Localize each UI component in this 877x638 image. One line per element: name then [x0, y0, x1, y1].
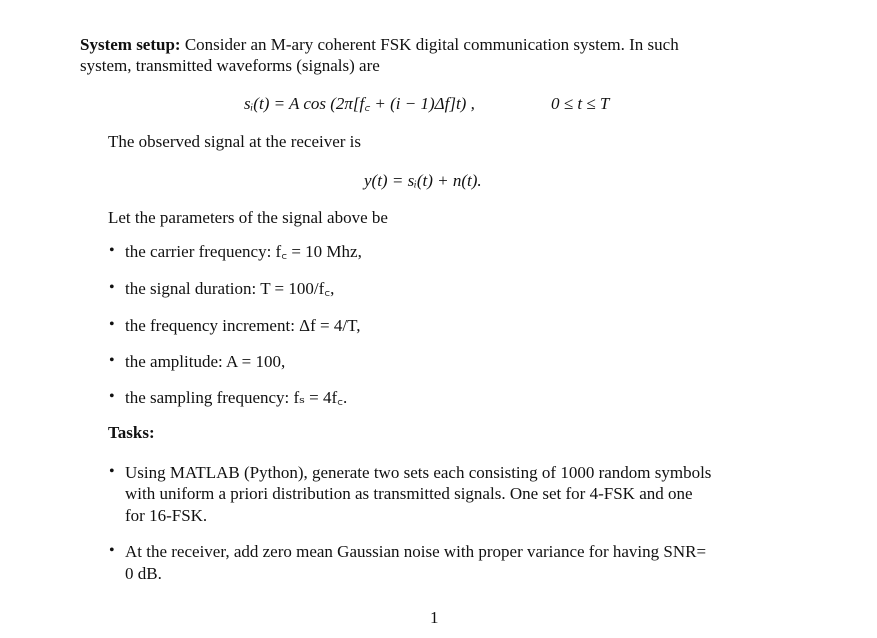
params-intro: Let the parameters of the signal above be	[108, 208, 388, 227]
param-item: the amplitude: A = 100,	[125, 352, 286, 371]
bullet-icon: •	[109, 316, 115, 333]
setup-text-1: Consider an M-ary coherent FSK digital communication system. In such	[184, 35, 679, 54]
param-item: the frequency increment: Δf = 4/T,	[125, 316, 361, 335]
equation-time-range: 0 ≤ t ≤ T	[551, 94, 610, 113]
observed-text: The observed signal at the receiver is	[108, 132, 362, 151]
equation-received-signal: y(t) = sᵢ(t) + n(t).	[364, 171, 482, 190]
setup-line-2: system, transmitted waveforms (signals) are	[80, 56, 380, 75]
bullet-icon: •	[109, 279, 115, 296]
bullet-icon: •	[109, 542, 115, 559]
task-1-line-2: with uniform a priori distribution as transmitted signals. One set for 4-FSK and one	[125, 484, 693, 503]
task-1-line-3: for 16-FSK.	[125, 506, 208, 525]
task-2-line-2: 0 dB.	[125, 564, 162, 583]
tasks-heading: Tasks:	[108, 423, 155, 442]
param-item: the signal duration: T = 100/f꜀,	[125, 279, 335, 298]
task-2-line-1: At the receiver, add zero mean Gaussian noise with proper variance for having SNR=	[125, 542, 707, 561]
bullet-icon: •	[109, 352, 115, 369]
bullet-icon: •	[109, 463, 115, 480]
page-number: 1	[430, 608, 439, 627]
setup-line-1	[80, 34, 679, 55]
setup-label: System setup:	[80, 35, 181, 54]
bullet-icon: •	[109, 388, 115, 405]
param-item: the carrier frequency: f꜀ = 10 Mhz,	[125, 242, 362, 261]
task-1-line-1: Using MATLAB (Python), generate two sets each consisting of 1000 random symbols	[125, 463, 712, 482]
param-item: the sampling frequency: fₛ = 4f꜀.	[125, 388, 348, 407]
equation-transmitted-signal: sᵢ(t) = A cos (2π[f꜀ + (i − 1)Δf]t) ,	[244, 94, 475, 113]
bullet-icon: •	[109, 242, 115, 259]
